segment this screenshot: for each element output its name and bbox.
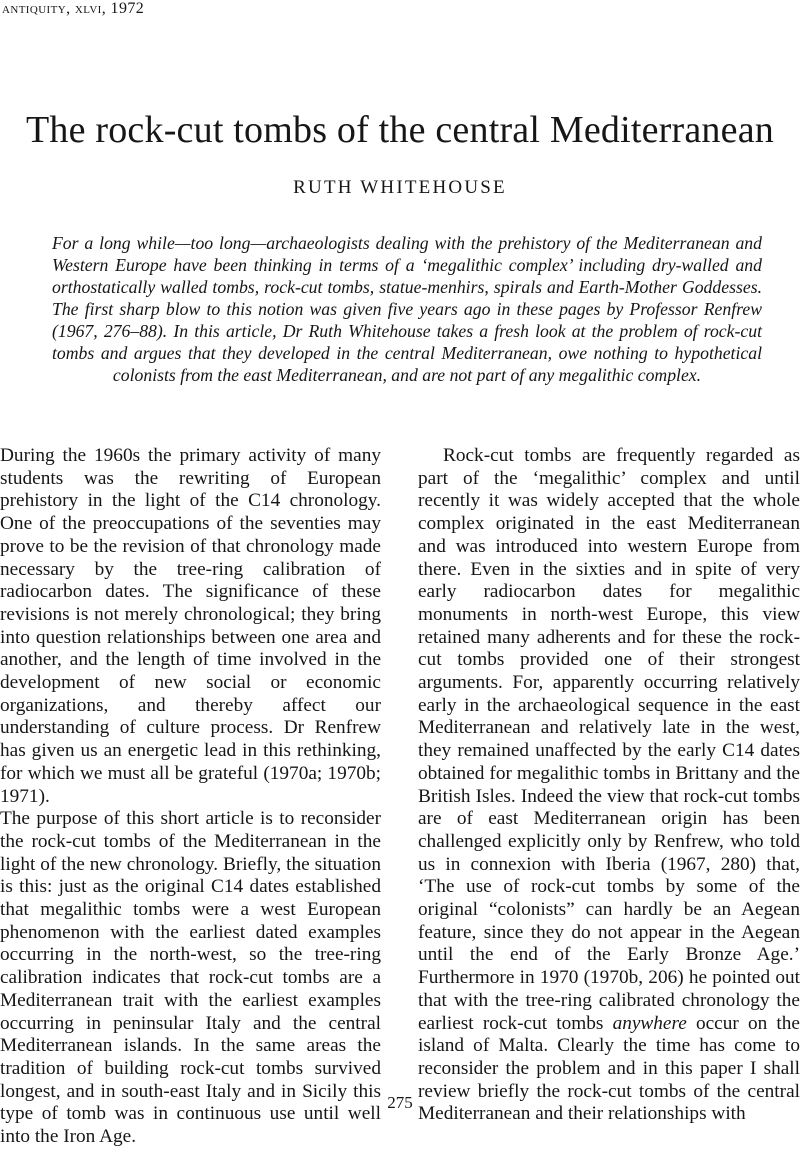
body-column-left bbox=[0, 445, 381, 1149]
body-text-run: Rock-cut tombs are frequently regarded as part of the ‘megalithic’ complex and until recently it was widely accepted that the whole complex originated in the east Mediterranean and was introduced into western Europe from there. Even in the sixties and in spite of very early radiocarbon dates for megalithic monuments in north-west Europe, this view retained many adherents and for these the rock-cut tombs provided one of their strongest arguments. For, apparently occurring relatively early in the archaeological sequence in the east Mediterranean and relatively late in the west, they remained unaffected by the early C14 dates obtained for megalithic tombs in Brittany and the British Isles. Indeed the view that rock-cut tombs are of east Mediterranean origin has been challenged explicitly only by Renfrew, who told us in connexion with Iberia (1967, 280) that, ‘The use of rock-cut tombs by some of the original “colonists” can hardly be an Aegean feature, since they do not appear in the Aegean until the end of the Early Bronze Age.’ Furthermore in 1970 (1970b, 206) he pointed out that with the tree-ring calibrated chronology the earliest rock-cut tombs bbox=[418, 445, 800, 1034]
body-emphasis: anywhere bbox=[612, 1012, 687, 1034]
body-paragraph: During the 1960s the primary activity of many students was the rewriting of European prehistory in the light of the C14 chronology. One of the preoccupations of the seventies may prove to be the revision of that chronology made necessary by the tree-ring calibration of radiocarbon dates. The significance of these revisions is not merely chronological; they bring into question relationships between one area and another, and the length of time involved in the development of new social or economic organizations, and thereby affect our understanding of culture process. Dr Renfrew has given us an energetic lead in this rethinking, for which we must all be grateful (1970a; 1970b; 1971). bbox=[0, 445, 381, 807]
page-number: 275 bbox=[387, 1093, 413, 1112]
running-head: antiquity, xlvi, 1972 bbox=[2, 0, 145, 17]
article-author: RUTH WHITEHOUSE bbox=[293, 177, 507, 198]
body-text-run: occur on the island of Malta. Clearly the time has come to reconsider the problem and in this paper I shall review briefly the rock-cut tombs of the central Mediterranean and their relationships with bbox=[418, 1012, 800, 1125]
body-paragraph bbox=[418, 445, 800, 1126]
body-paragraph: The purpose of this short article is to reconsider the rock-cut tombs of the Mediterranean in the light of the new chronology. Briefly, the situation is this: just as the original C14 dates established that megalithic tombs were a west European phenomenon with the earliest dated examples occurring in the north-west, so the tree-ring calibration indicates that rock-cut tombs are a Mediterranean trait with the earliest examples occurring in peninsular Italy and the central Mediterranean islands. In the same areas the tradition of building rock-cut tombs survived longest, and in south-east Italy and in Sicily this type of tomb was in continuous use until well into the Iron Age. bbox=[0, 808, 381, 1148]
article-abstract: For a long while—too long—archaeologists dealing with the prehistory of the Mediterranean and Western Europe have been thinking in terms of a ‘megalithic complex’ including dry-walled and orthostatically walled tombs, rock-cut tombs, statue-menhirs, spirals and Earth-Mother Goddesses. The first sharp blow to this notion was given five years ago in these pages by Professor Renfrew (1967, 276–88). In this article, Dr Ruth Whitehouse takes a fresh look at the problem of rock-cut tombs and argues that they developed in the central Mediterranean, owe nothing to hypothetical colonists from the east Mediterranean, and are not part of any megalithic complex. bbox=[52, 233, 762, 385]
article-title: The rock-cut tombs of the central Mediterranean bbox=[26, 109, 774, 151]
body-column-right bbox=[418, 445, 800, 1126]
